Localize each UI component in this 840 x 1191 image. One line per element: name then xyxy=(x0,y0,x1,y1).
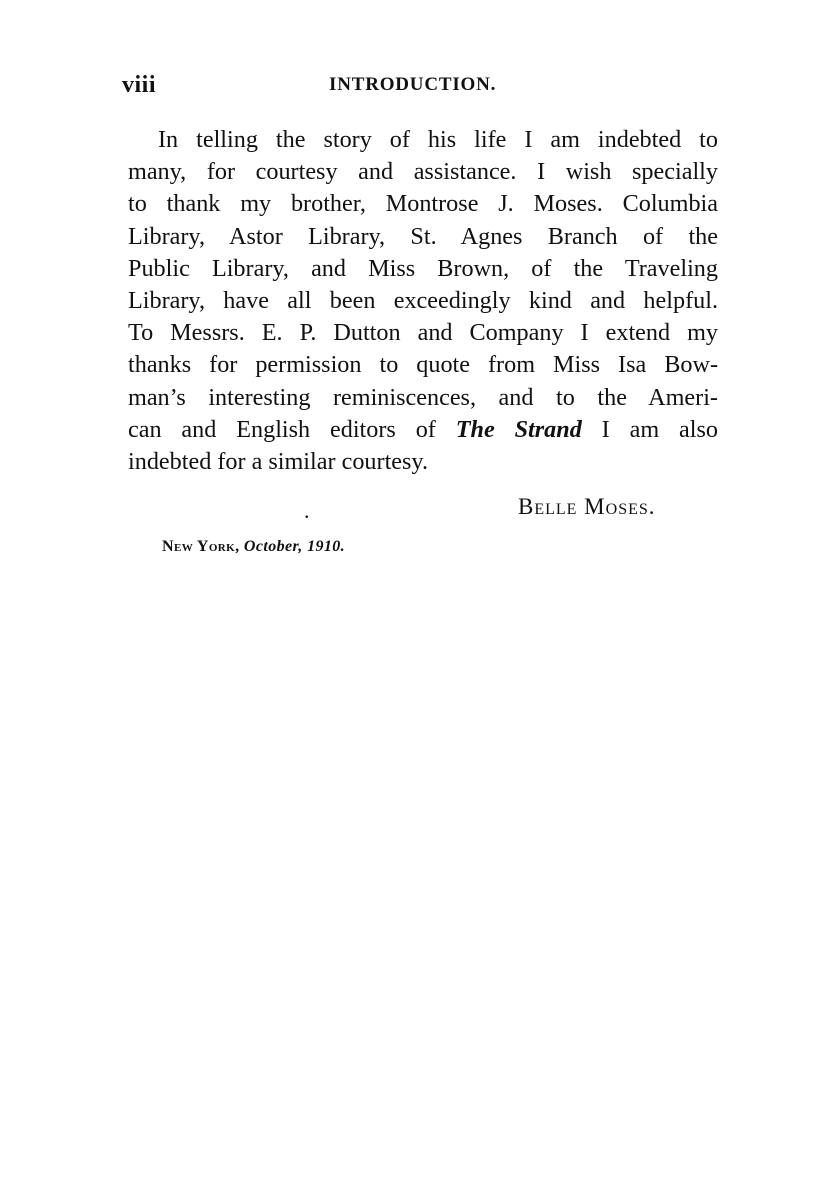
dateline-place: New York, xyxy=(162,538,240,555)
stray-mark: . xyxy=(304,498,310,523)
dateline-year: 1910. xyxy=(307,538,346,555)
paragraph-line: Library, have all been exceedingly kind and helpful. xyxy=(128,287,718,315)
page-number: viii xyxy=(122,72,157,98)
dateline xyxy=(162,538,345,556)
paragraph-line: Library, Astor Library, St. Agnes Branch of the xyxy=(128,222,718,250)
acknowledgement-paragraph xyxy=(128,124,718,478)
paragraph-line: man’s interesting reminiscences, and to the Ameri- xyxy=(128,383,718,411)
line-text-before-title: can and English editors of xyxy=(128,415,456,443)
line-text-after-title: I am also xyxy=(581,415,718,443)
paragraph-line: thanks for permission to quote from Miss Isa Bow- xyxy=(128,351,718,379)
running-head xyxy=(122,72,722,104)
paragraph-line: many, for courtesy and assistance. I wish specially xyxy=(128,158,718,186)
paragraph-line: To Messrs. E. P. Dutton and Company I extend my xyxy=(128,319,718,347)
paragraph-line: to thank my brother, Montrose J. Moses. Columbia xyxy=(128,190,718,218)
running-title: INTRODUCTION. xyxy=(329,74,497,95)
paragraph-line: Public Library, and Miss Brown, of the Traveling xyxy=(128,254,718,282)
paragraph-line-with-title xyxy=(128,414,718,446)
dateline-month: October, xyxy=(243,538,303,555)
magazine-title: The Strand xyxy=(455,415,582,443)
paragraph-line: In telling the story of his life I am indebted to xyxy=(158,126,718,153)
author-signature: Belle Moses. xyxy=(518,494,656,519)
paragraph-last-line: indebted for a similar courtesy. xyxy=(128,448,429,476)
